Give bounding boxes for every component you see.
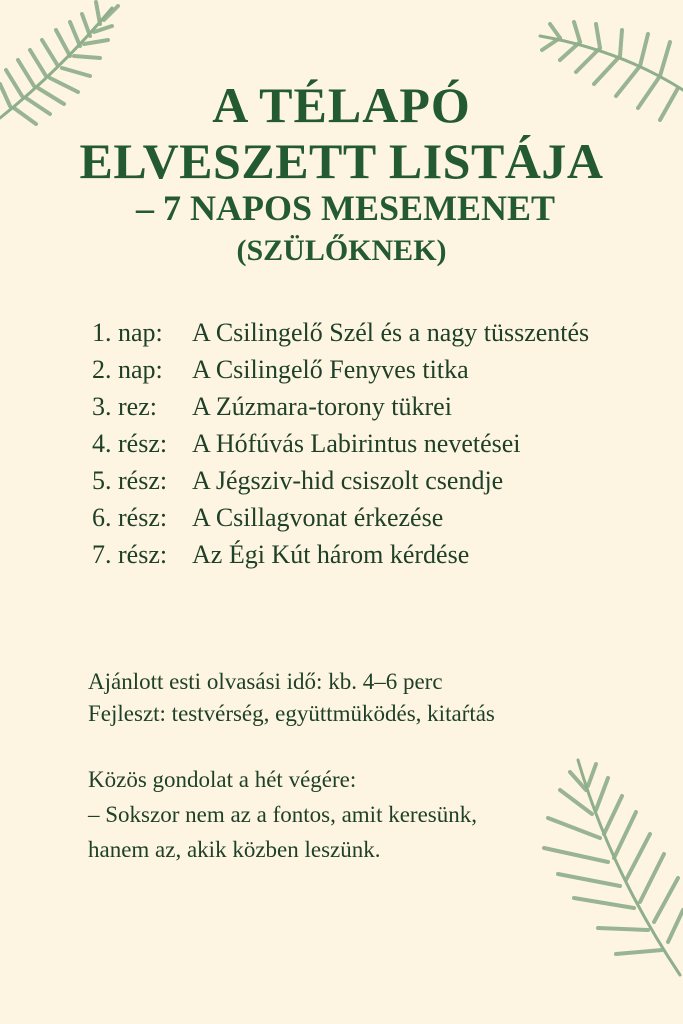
develops-skills: Fejleszt: testvérség, együttmüködés, kitaŕtás [88, 701, 495, 726]
fern-branch-icon [540, 750, 683, 980]
list-item [92, 314, 652, 351]
episode-label: 2. nap: [92, 355, 163, 384]
list-item [92, 425, 652, 462]
list-item [92, 499, 652, 536]
episode-title: A Csillagvonat érkezése [192, 503, 444, 532]
episode-label: 4. rész: [92, 429, 168, 458]
thought-text: – Sokszor nem az a fontos, amit keresünk, hanem az, akik közben leszünk. [88, 802, 477, 862]
episode-label: 5. rész: [92, 466, 168, 495]
episode-label: 7. rész: [92, 540, 168, 569]
audience-label: (SZÜLŐKNEK) [236, 234, 447, 267]
list-item [92, 536, 652, 573]
weekly-thought [88, 762, 528, 867]
episode-label: 3. rez: [92, 392, 157, 421]
title-line-2: ELVESZETT LISTÁJA [79, 133, 604, 189]
list-item [92, 351, 652, 388]
list-item [92, 462, 652, 499]
episode-title: A Hófúvás Labirintus nevetései [192, 429, 521, 458]
title-line-1: A TÉLAPÓ [212, 77, 471, 133]
episode-list [92, 314, 652, 573]
episode-label: 6. rész: [92, 503, 168, 532]
episode-title: A Zúzmara-torony tükrei [192, 392, 452, 421]
info-block [88, 666, 658, 730]
page-title [0, 77, 683, 267]
thought-heading: Közös gondolat a hét végére: [88, 767, 357, 792]
list-item [92, 388, 652, 425]
episode-title: Az Égi Kút három kérdése [192, 540, 470, 569]
episode-title: A Csilingelő Szél és a nagy tüsszentés [192, 318, 590, 347]
episode-title: A Jégsziv-hid csiszolt csendje [192, 466, 504, 495]
episode-title: A Csilingelő Fenyves titka [192, 355, 469, 384]
subtitle: – 7 NAPOS MESEMENET [135, 188, 556, 228]
reading-time: Ajánlott esti olvasási idő: kb. 4–6 perc [88, 669, 443, 694]
episode-label: 1. nap: [92, 318, 163, 347]
